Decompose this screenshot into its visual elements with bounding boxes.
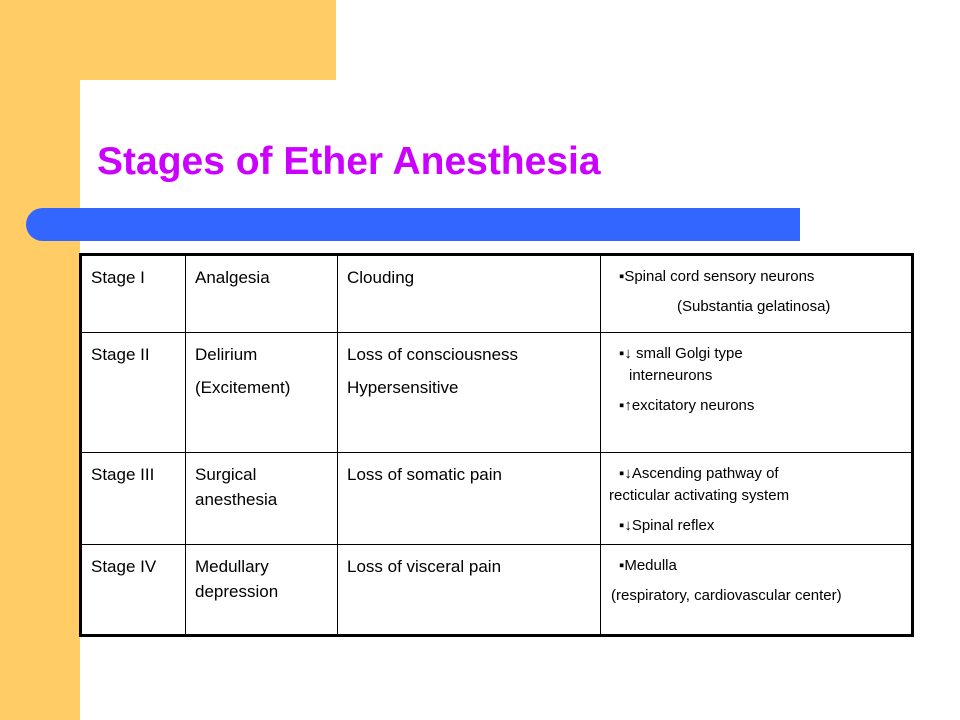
name-cell xyxy=(186,333,338,453)
stage-label: Stage IV xyxy=(91,557,157,576)
stage-label: Stage II xyxy=(91,345,150,364)
title-underline-bar xyxy=(26,208,800,241)
mechanism-line: ▪Spinal cord sensory neurons xyxy=(619,268,815,285)
name-cell xyxy=(186,255,338,333)
effect-line: Loss of visceral pain xyxy=(347,557,502,576)
effect-line: Loss of somatic pain xyxy=(347,465,502,484)
name-cell xyxy=(186,453,338,545)
mechanism-line: ▪↑excitatory neurons xyxy=(619,397,755,414)
table-row-stage-2 xyxy=(81,333,913,453)
stage-cell xyxy=(81,333,186,453)
effect-line: Hypersensitive xyxy=(347,378,459,397)
table-row-stage-4 xyxy=(81,545,913,636)
stage-name-line: Medullary xyxy=(195,557,269,576)
stage-name-line: Surgical xyxy=(195,465,257,484)
mechanism-cell xyxy=(601,255,913,333)
left-accent-bar xyxy=(0,0,80,720)
mechanism-line: (respiratory, cardiovascular center) xyxy=(611,587,842,604)
stage-name-line: Analgesia xyxy=(195,268,270,287)
effect-cell xyxy=(338,545,601,636)
mechanism-cell xyxy=(601,453,913,545)
top-accent-block xyxy=(0,0,336,80)
stage-label: Stage I xyxy=(91,268,145,287)
mechanism-line: ▪Medulla xyxy=(619,557,677,574)
stage-cell xyxy=(81,453,186,545)
mechanism-line: ▪↓ small Golgi type xyxy=(619,345,743,362)
stage-name-line: depression xyxy=(195,582,279,601)
effect-cell xyxy=(338,333,601,453)
mechanism-cell xyxy=(601,333,913,453)
slide-title: Stages of Ether Anesthesia xyxy=(97,140,601,183)
mechanism-line: ▪↓Spinal reflex xyxy=(619,517,715,534)
effect-line: Clouding xyxy=(347,268,415,287)
stages-table-container xyxy=(79,253,914,637)
stage-name-line: anesthesia xyxy=(195,490,278,509)
effect-cell xyxy=(338,255,601,333)
name-cell xyxy=(186,545,338,636)
stage-cell xyxy=(81,545,186,636)
stage-name-line: Delirium xyxy=(195,345,258,364)
stage-name-line: (Excitement) xyxy=(195,378,291,397)
mechanism-line: recticular activating system xyxy=(609,487,790,504)
mechanism-line: (Substantia gelatinosa) xyxy=(677,298,831,315)
stage-cell xyxy=(81,255,186,333)
stages-table xyxy=(79,253,914,637)
effect-line: Loss of consciousness xyxy=(347,345,519,364)
stage-label: Stage III xyxy=(91,465,155,484)
effect-cell xyxy=(338,453,601,545)
mechanism-line: ▪↓Ascending pathway of xyxy=(619,465,779,482)
mechanism-cell xyxy=(601,545,913,636)
table-row-stage-3 xyxy=(81,453,913,545)
table-row-stage-1 xyxy=(81,255,913,333)
mechanism-line: interneurons xyxy=(629,367,713,384)
